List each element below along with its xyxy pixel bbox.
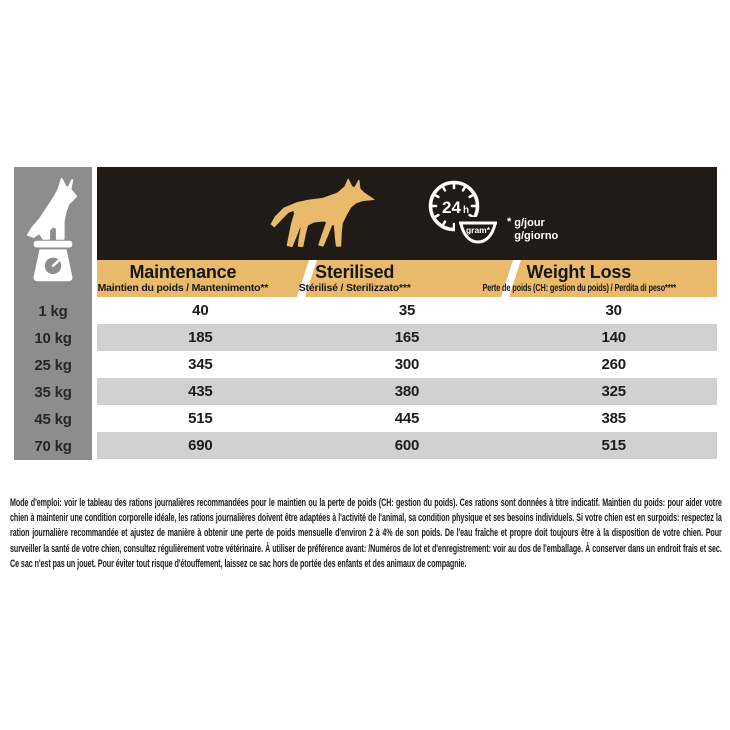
weight-labels	[14, 298, 92, 460]
column-title: Sterilised	[315, 262, 395, 282]
ration-value: 35	[398, 302, 416, 319]
clock-hours-text: 24	[442, 198, 461, 217]
usage-notice-label: Mode d'emploi:	[10, 497, 62, 509]
clock-hours-unit-text: h	[463, 205, 470, 216]
ration-value: 140	[601, 329, 626, 346]
ration-rows	[97, 297, 717, 459]
weight-label: 35 kg	[34, 384, 72, 401]
column-header-maintenance	[97, 260, 269, 297]
ration-value: 690	[188, 437, 213, 454]
column-subtitle: Maintien du poids / Mantenimento**	[97, 282, 269, 294]
grams-per-day-note	[507, 217, 558, 243]
ration-value: 385	[601, 410, 626, 427]
ration-value: 260	[601, 356, 626, 373]
weight-label: 1 kg	[38, 303, 68, 320]
table-row	[97, 324, 717, 351]
per-day-lines	[514, 217, 558, 243]
weight-label: 45 kg	[34, 411, 72, 428]
gram-bowl-icon	[455, 217, 501, 247]
column-header-sterilised	[269, 260, 441, 297]
table-row	[97, 378, 717, 405]
column-title: Weight Loss	[526, 262, 632, 282]
german-shepherd-icon	[269, 177, 376, 252]
ration-value: 325	[601, 383, 626, 400]
ration-value: 435	[188, 383, 213, 400]
column-header-weight-loss	[441, 260, 717, 297]
table-row	[97, 297, 717, 324]
per-day-fr: g/jour	[514, 217, 545, 229]
ration-table	[97, 167, 717, 460]
ration-value: 515	[188, 410, 213, 427]
weight-label: 70 kg	[34, 438, 72, 455]
ration-value: 30	[605, 302, 622, 319]
column-subtitle: Stérilisé / Sterilizzato***	[298, 282, 411, 294]
weight-label: 25 kg	[34, 357, 72, 374]
column-header-band	[97, 260, 717, 297]
column-subtitle: Perte de poids (CH: gestion du poids) / Perdita di peso****	[482, 282, 676, 294]
ration-value: 185	[188, 329, 213, 346]
ration-value: 445	[394, 410, 420, 427]
table-row	[97, 432, 717, 459]
weight-label: 10 kg	[34, 330, 72, 347]
dog-on-scale-icon	[24, 177, 82, 289]
table-row	[97, 351, 717, 378]
ration-value: 380	[394, 383, 420, 400]
table-row	[97, 405, 717, 432]
usage-notice-body: voir le tableau des rations journalières recommandées pour le maintien ou la perte de poids (CH: gestion du poids). Ces rations sont données à titre indicatif. Maintien du poids: pour aider votre chien à maintenir une condition corporelle idéale, les rations journalières doivent être adaptées à l'activité de l'animal, sa condition physique et ses besoins individuels. Si votre chien est en surpoids: respectez la ration journalière recommandée et ajustez de manière à obtenir une perte de poids mensuelle d'environ 2 à 4% de son poids. De l'eau fraîche et propre doit toujours être à la disposition de votre chien. Pour surveiller la santé de votre chien, consultez régulièrement votre vétérinaire. À utiliser de préférence avant: /Numéros de lot et d'enregistrement: voir au dos de l'emballage. À conserver dans un endroit frais et sec. Ce sac n'est pas un jouet. Pour éviter tout risque d'étouffement, laissez ce sac hors de portée des enfants et des animaux de compagnie.	[10, 497, 722, 570]
usage-notice	[10, 496, 722, 572]
ration-value: 165	[394, 329, 420, 346]
ration-value: 600	[394, 437, 420, 454]
24h-clock-icon	[427, 179, 503, 251]
ration-value: 40	[192, 302, 209, 319]
ration-value: 300	[394, 356, 420, 373]
column-title: Maintenance	[129, 262, 237, 282]
ration-value: 345	[188, 356, 213, 373]
ration-value: 515	[601, 437, 626, 454]
per-day-it: g/giorno	[514, 230, 559, 242]
weight-sidebar	[14, 167, 92, 460]
bowl-gram-text: gram*	[465, 225, 491, 235]
asterisk: *	[507, 216, 512, 228]
banner	[97, 167, 717, 260]
